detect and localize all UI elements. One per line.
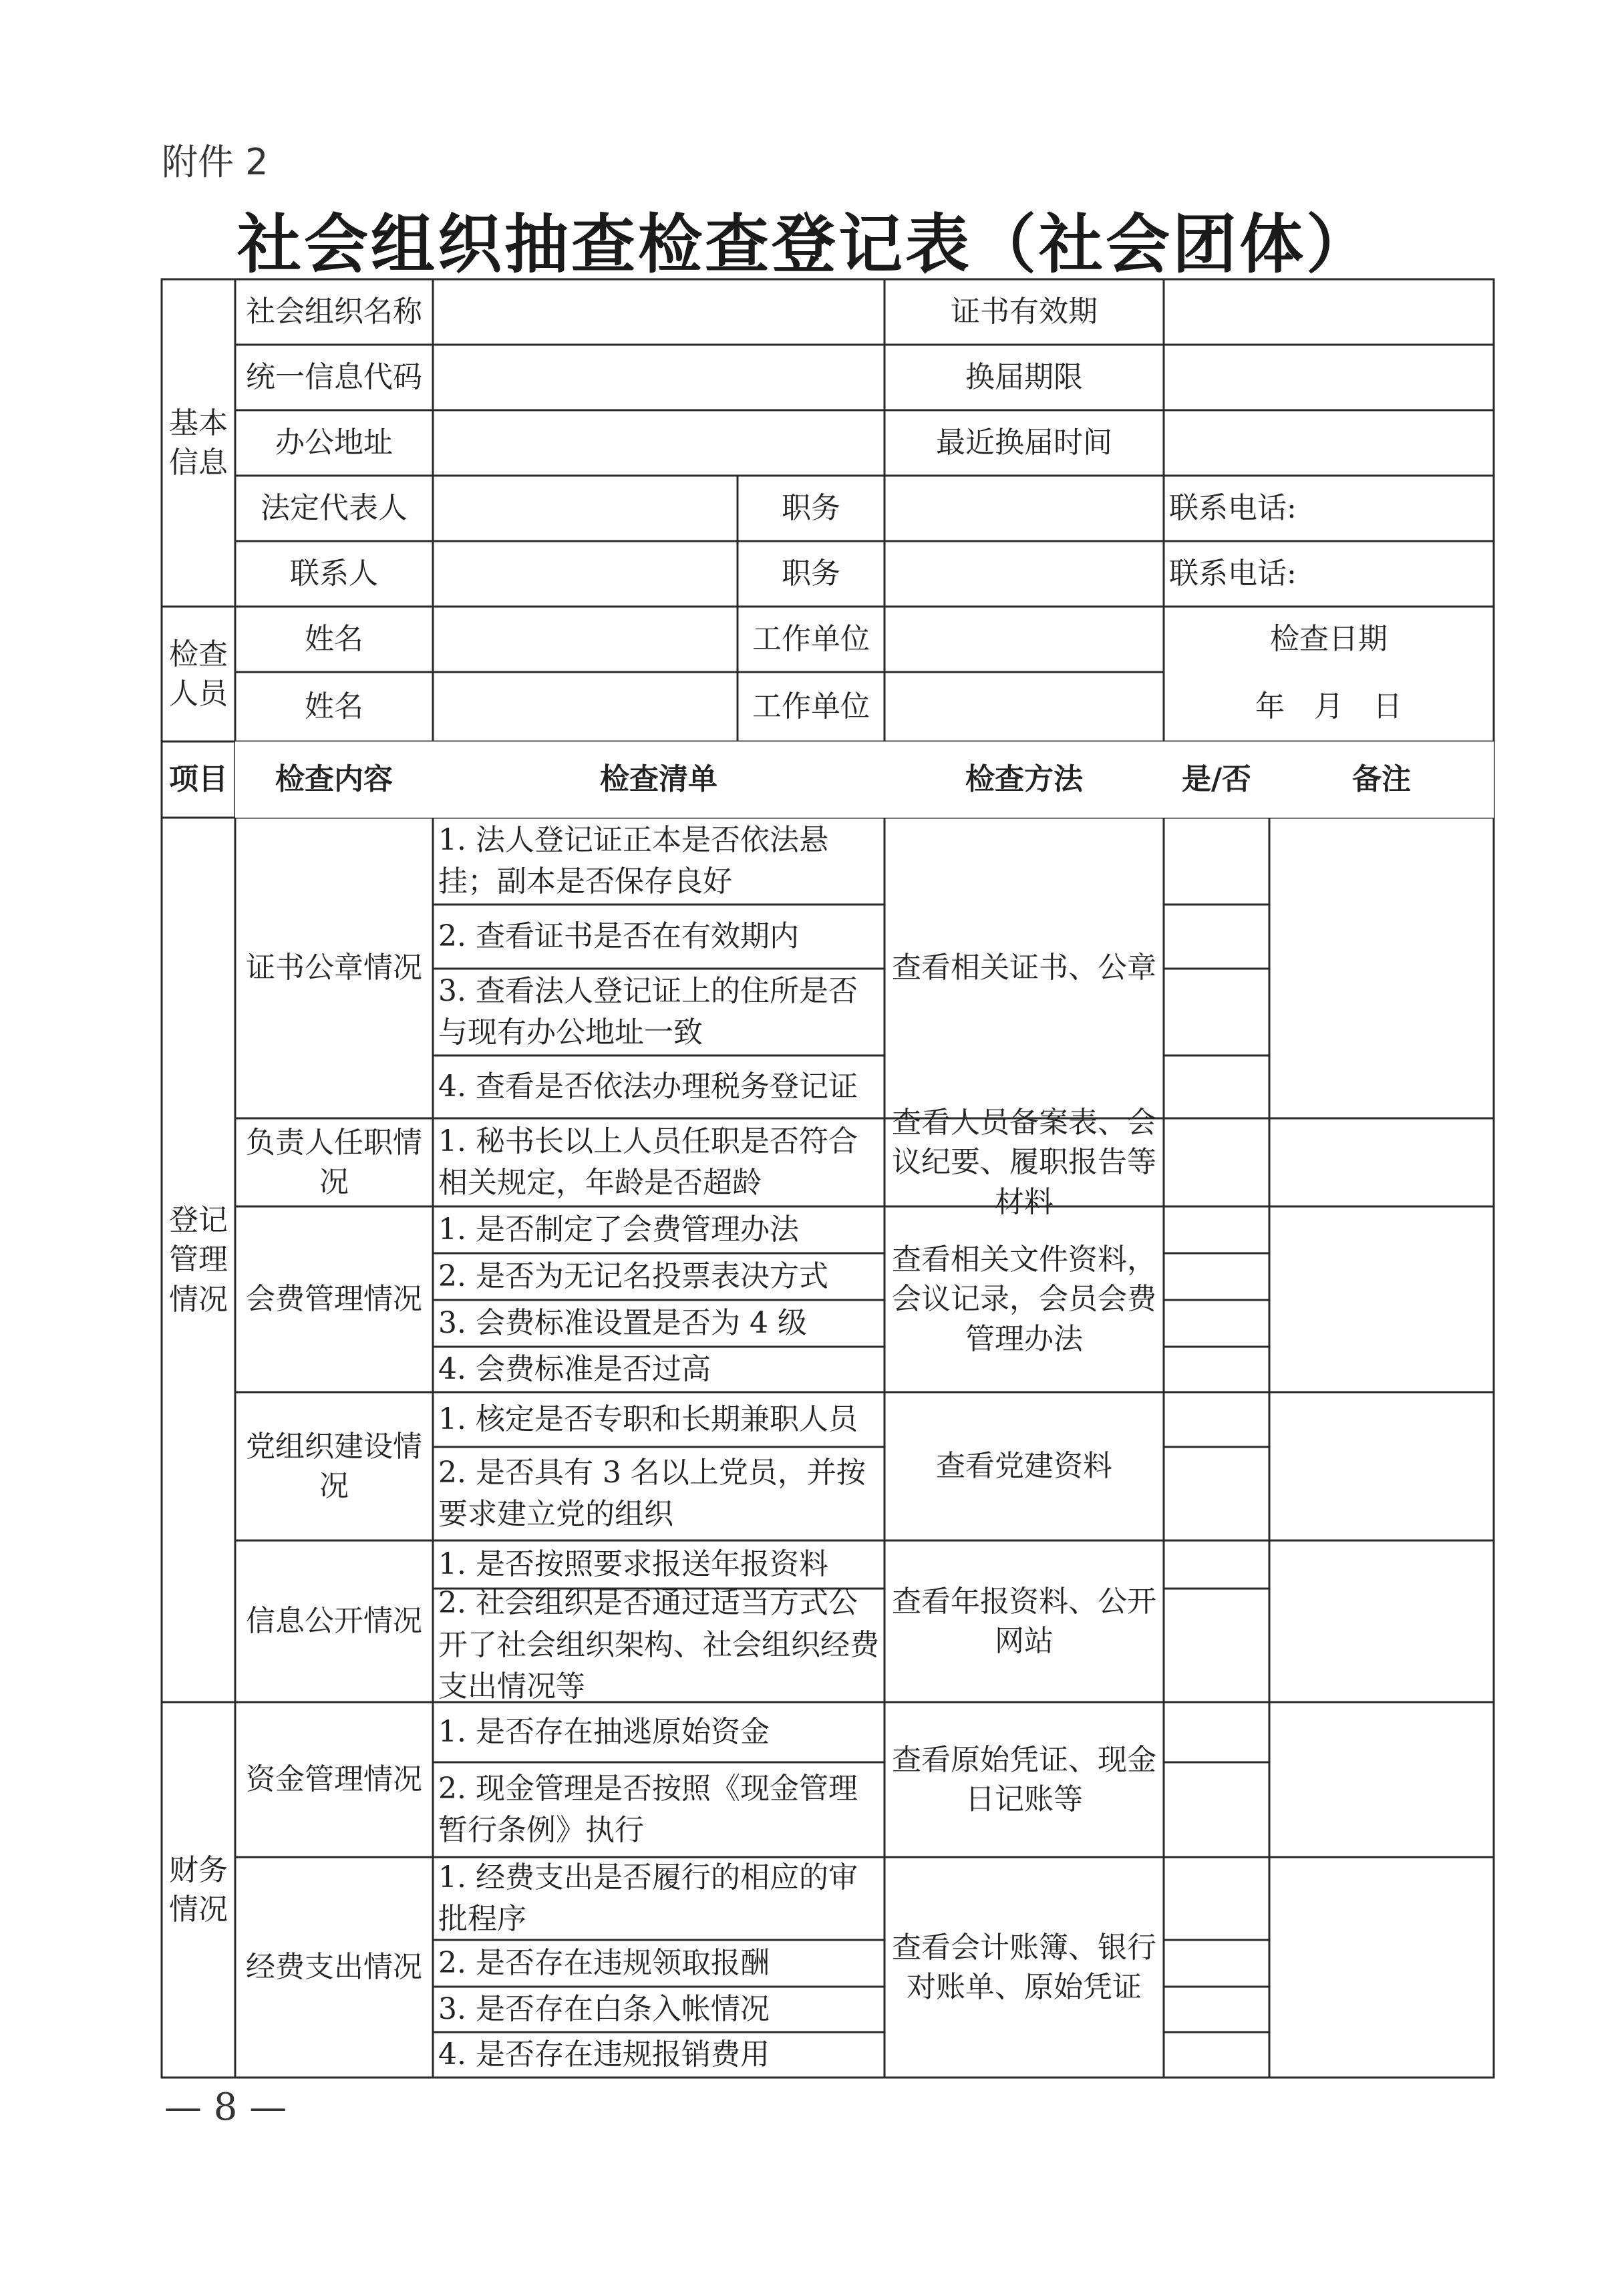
checklist-item: 2. 是否具有 3 名以上党员，并按要求建立党的组织 [438, 1455, 866, 1531]
work-unit-label-2: 工作单位 [752, 689, 870, 724]
position-label-1: 职务 [782, 491, 840, 526]
address-field[interactable] [433, 410, 884, 476]
org-name-label: 社会组织名称 [246, 295, 422, 329]
inspection-date-field[interactable]: 年 月 日 [1255, 689, 1402, 724]
checklist-item: 1. 是否制定了会费管理办法 [438, 1212, 799, 1247]
section-content-disclosure: 信息公开情况 [246, 1604, 422, 1639]
checklist-item: 4. 会费标准是否过高 [438, 1351, 711, 1386]
checklist-item: 2. 现金管理是否按照《现金管理暂行条例》执行 [438, 1771, 858, 1847]
header-checklist: 检查清单 [433, 742, 884, 818]
section-content-funds: 资金管理情况 [246, 1762, 422, 1797]
section-content-fee: 会费管理情况 [246, 1282, 422, 1317]
checklist-item: 3. 会费标准设置是否为 4 级 [438, 1305, 807, 1340]
checklist-item: 3. 是否存在白条入帐情况 [438, 1991, 770, 2026]
contact-field[interactable] [433, 541, 738, 607]
section-content-cert: 证书公章情况 [246, 951, 422, 985]
method-cell: 查看会计账簿、银行对账单、原始凭证 [892, 1930, 1156, 2004]
position-label-2: 职务 [782, 556, 840, 591]
checklist-item: 1. 法人登记证正本是否依法悬挂；副本是否保存良好 [438, 822, 828, 898]
position-field-2[interactable] [884, 541, 1164, 607]
phone-label-2: 联系电话: [1169, 556, 1297, 591]
term-field[interactable] [1164, 345, 1494, 410]
header-method: 检查方法 [884, 742, 1164, 818]
section-content-party: 党组织建设情况 [246, 1429, 422, 1503]
inspector-name-label-2: 姓名 [305, 689, 363, 724]
checklist-item: 2. 是否存在违规领取报酬 [438, 1945, 770, 1980]
checklist-item: 2. 是否为无记名投票表决方式 [438, 1259, 828, 1293]
page-number: — 8 — [164, 2086, 287, 2129]
last-term-field[interactable] [1164, 410, 1494, 476]
finance-group-label: 财务 情况 [169, 1852, 228, 1927]
phone-label-1: 联系电话: [1169, 490, 1297, 525]
inspector-name-label-1: 姓名 [305, 622, 363, 657]
legal-rep-label: 法定代表人 [261, 491, 408, 526]
basic-info-group-label: 基本 信息 [169, 405, 228, 480]
header-remarks: 备注 [1269, 742, 1494, 818]
cert-validity-label: 证书有效期 [951, 295, 1098, 329]
method-cell: 查看相关文件资料，会议记录，会员会费管理办法 [892, 1242, 1156, 1356]
org-name-field[interactable] [433, 279, 884, 345]
legal-rep-field[interactable] [433, 476, 738, 541]
checklist-item: 1. 经费支出是否履行的相应的审批程序 [438, 1860, 858, 1936]
method-cell: 查看年报资料、公开网站 [892, 1584, 1156, 1658]
inspectors-group-label: 检查 人员 [169, 637, 228, 711]
credit-code-field[interactable] [433, 345, 884, 410]
method-cell: 查看党建资料 [936, 1449, 1112, 1484]
checklist-item: 4. 是否存在违规报销费用 [438, 2037, 770, 2072]
inspection-date-label: 检查日期 [1270, 622, 1388, 657]
header-yes-no: 是/否 [1164, 742, 1269, 818]
method-cell: 查看人员备案表、会议纪要、履职报告等材料 [892, 1105, 1156, 1219]
checklist-item: 1. 核定是否专职和长期兼职人员 [438, 1402, 858, 1436]
checklist-item: 3. 查看法人登记证上的住所是否与现有办公地址一致 [438, 973, 858, 1049]
checklist-item: 1. 是否存在抽逃原始资金 [438, 1714, 770, 1749]
credit-code-label: 统一信息代码 [246, 360, 422, 395]
header-item: 项目 [169, 762, 228, 797]
contact-label: 联系人 [290, 556, 378, 591]
registration-group-label: 登记 管理 情况 [169, 1202, 228, 1317]
attachment-label: 附件 2 [162, 141, 269, 183]
last-term-label: 最近换届时间 [936, 426, 1112, 460]
term-label: 换届期限 [965, 360, 1083, 395]
method-cell: 查看原始凭证、现金日记账等 [892, 1742, 1156, 1816]
checklist-item: 4. 查看是否依法办理税务登记证 [438, 1069, 858, 1104]
method-cell: 查看相关证书、公章 [892, 951, 1156, 985]
checklist-item: 2. 查看证书是否在有效期内 [438, 919, 799, 953]
section-content-leader: 负责人任职情况 [246, 1125, 422, 1199]
checklist-item: 1. 秘书长以上人员任职是否符合相关规定，年龄是否超龄 [438, 1124, 858, 1200]
form-title: 社会组织抽查检查登记表（社会团体） [237, 207, 1373, 282]
header-content: 检查内容 [235, 742, 433, 818]
cert-validity-field[interactable] [1164, 279, 1494, 345]
position-field-1[interactable] [884, 476, 1164, 541]
checklist-item: 2. 社会组织是否通过适当方式公开了社会组织架构、社会组织经费支出情况等 [438, 1586, 879, 1704]
address-label: 办公地址 [275, 426, 393, 460]
work-unit-label-1: 工作单位 [752, 622, 870, 657]
checklist-item: 1. 是否按照要求报送年报资料 [438, 1546, 828, 1581]
section-content-expense: 经费支出情况 [246, 1950, 422, 1985]
